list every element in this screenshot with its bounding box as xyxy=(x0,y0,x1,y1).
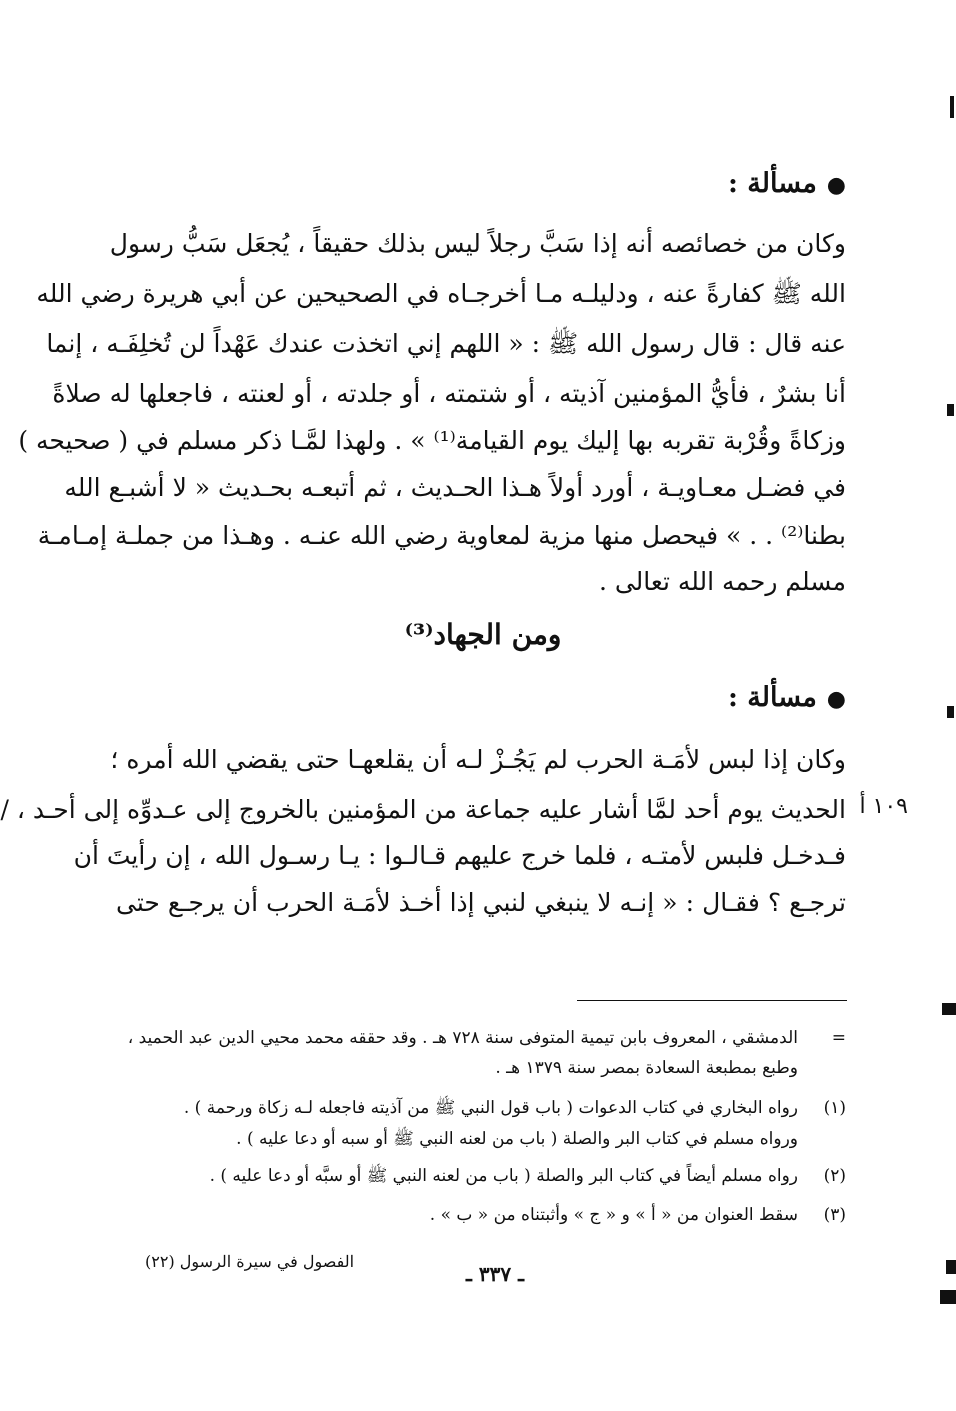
footnote-mark: (٣) xyxy=(823,1205,846,1225)
paragraph-line: وزكاةً وقُرْبة تقربه بها إليك يوم القيامة⁽¹⁾ » . ولهذا لمَّـا ذكر مسلم في ( صحيحه ) xyxy=(18,426,846,455)
footnote-mark: (٢) xyxy=(823,1166,846,1186)
paragraph-line: أنا بشرٌ ، فأيُّ المؤمنين آذيته ، أو شتمته ، أو جلدته ، أو لعنته ، فاجعلها له صلاةً xyxy=(52,379,846,408)
scan-edge-mark xyxy=(946,1260,956,1274)
footnote-text: سقط العنوان من « أ » و « ج » وأثبتناه من « ب » . xyxy=(429,1205,798,1225)
footnote-line xyxy=(101,1096,846,1120)
heading-text: مسألة : xyxy=(727,682,817,713)
paragraph-line: ترجـع ؟ فقـال : « إنـه لا ينبغي لنبي إذا أخـذ لأمَـة الحرب أن يرجـع حتى xyxy=(116,888,846,917)
scan-edge-mark xyxy=(947,404,954,416)
scan-edge-mark xyxy=(947,706,954,718)
manuscript-folio-note: ١٠٩ أ xyxy=(859,794,908,819)
paragraph-line: بطنا⁽²⁾ . . » فيحصل منها مزية لمعاوية رضي الله عنـه . وهـذا من جملـة إمـامـة xyxy=(37,521,846,550)
scan-edge-mark xyxy=(942,1003,956,1015)
book-title-footer: الفصول في سيرة الرسول (٢٢) xyxy=(145,1252,355,1271)
footnote-mark: (١) xyxy=(823,1098,846,1118)
paragraph-line: مسلم رحمه الله تعالى . xyxy=(598,567,846,596)
footnote-text: رواه مسلم أيضاً في كتاب البر والصلة ( باب من لعنه النبي ﷺ أو سبَّه أو دعا عليه ) . xyxy=(209,1166,798,1186)
footnote-line xyxy=(101,1127,846,1151)
bullet-icon: ● xyxy=(826,172,846,198)
footnote-text: وطبع بمطبعة السعادة بمصر سنة ١٣٧٩ هـ . xyxy=(495,1058,798,1078)
heading-text: مسألة : xyxy=(727,168,817,199)
section-title: ومن الجهاد⁽³⁾ xyxy=(404,618,562,651)
footnote-text: الدمشقي ، المعروف بابن تيمية المتوفى سنة ٧٢٨ هـ . وقد حققه محمد محيي الدين عبد الحميد ، xyxy=(127,1028,798,1048)
paragraph-line: الحديث يوم أحد لمَّا أشار عليه جماعة من المؤمنين بالخروج إلى عـدوِّه إلى أحـد ، / xyxy=(0,795,846,824)
bullet-icon: ● xyxy=(826,686,846,712)
footnote-separator xyxy=(577,1000,847,1001)
paragraph-line: وكان إذا لبس لأمَـة الحرب لم يَجُـزْ لـه أن يقلعهـا حتى يقضي الله أمره ؛ xyxy=(110,745,846,774)
paragraph-line: وكان من خصائصه أنه إذا سَبَّ رجلاً ليس بذلك حقيقاً ، يُجعَل سَبُّ رسول xyxy=(109,229,846,258)
scan-edge-mark xyxy=(950,96,954,118)
footnote-line xyxy=(101,1203,846,1227)
footnote-text: رواه البخاري في كتاب الدعوات ( باب قول النبي ﷺ من آذيته فاجعله لـه زكاة ورحمة ) . xyxy=(183,1098,798,1118)
footnote-line xyxy=(101,1026,846,1050)
footnote-text: ورواه مسلم في كتاب البر والصلة ( باب من لعنه النبي ﷺ أو سبه أو دعا عليه ) . xyxy=(236,1129,798,1149)
mas-ala-heading-1 xyxy=(728,168,846,199)
paragraph-line: في فضـل معـاويـة ، أورد أولاً هـذا الحـديث ، ثم أتبعـه بحـديث « لا أشبـع الله xyxy=(64,473,846,502)
footnote-line xyxy=(101,1164,846,1188)
scan-edge-mark xyxy=(940,1290,956,1304)
paragraph-line: عنه قال : قال رسول الله ﷺ : « اللهم إني اتخذت عندك عَهْداً لن تُخلِفَـه ، إنما xyxy=(46,329,846,358)
paragraph-line: فـدخـل فلبس لأمتـه ، فلما خرج عليهم قـالـوا : يـا رسـول الله ، إن رأيتَ أن xyxy=(73,841,846,870)
mas-ala-heading-2 xyxy=(728,682,846,713)
page-number: ـ ٣٣٧ ـ xyxy=(466,1262,524,1286)
footnote-line xyxy=(101,1056,846,1080)
paragraph-line: الله ﷺ كفارةً عنه ، ودليلـه مـا أخرجـاه في الصحيحين عن أبي هريرة رضي الله xyxy=(36,279,846,308)
footnote-mark: = xyxy=(831,1028,846,1048)
